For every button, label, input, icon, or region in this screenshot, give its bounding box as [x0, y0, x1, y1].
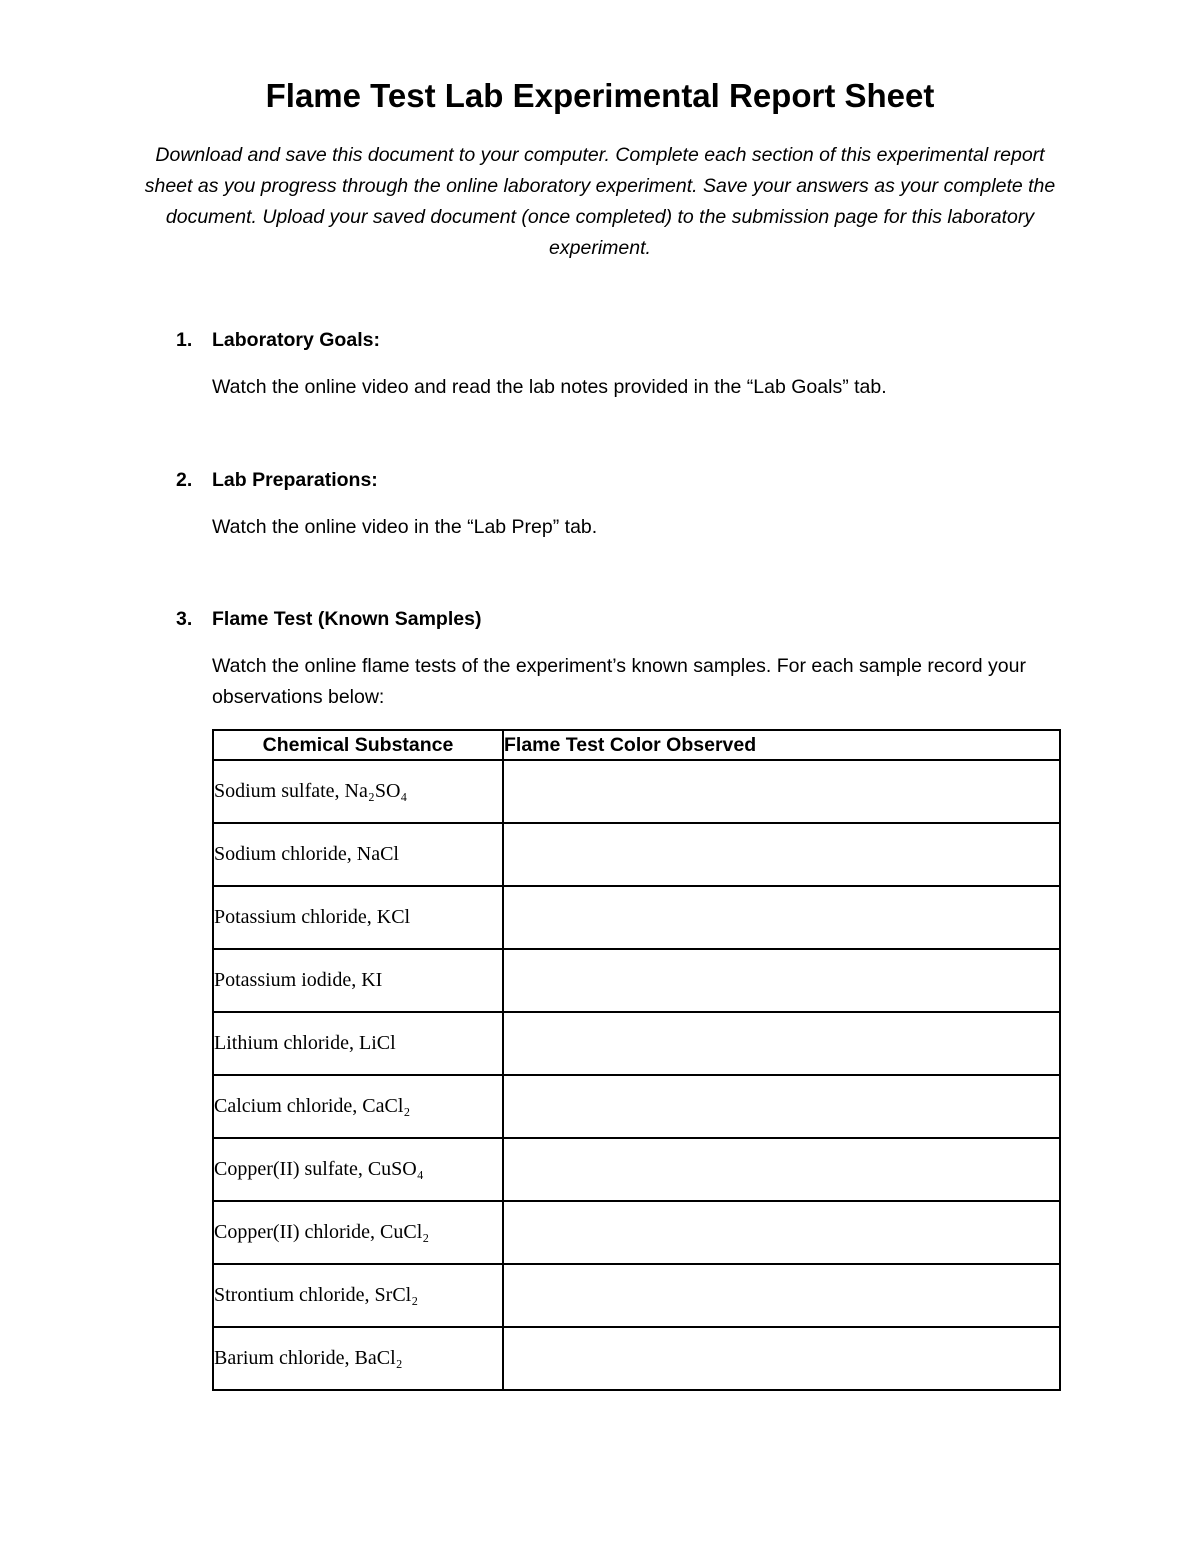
table-row: [213, 886, 1060, 949]
flame-color-cell[interactable]: [503, 1201, 1060, 1264]
section-body-text: Watch the online video and read the lab notes provided in the “Lab Goals” tab.: [212, 376, 887, 398]
flame-color-cell[interactable]: [503, 1264, 1060, 1327]
table-row: [213, 760, 1060, 823]
section-title: Flame Test (Known Samples): [212, 608, 482, 630]
substance-cell: Lithium chloride, LiCl: [213, 1012, 503, 1075]
table-row: [213, 1327, 1060, 1390]
section-number: 2.: [176, 469, 193, 491]
column-header-flame-color: Flame Test Color Observed: [503, 730, 1060, 760]
flame-color-cell[interactable]: [503, 1012, 1060, 1075]
substance-cell: Strontium chloride, SrCl₂: [213, 1264, 503, 1327]
table-row: [213, 949, 1060, 1012]
section-body-text: Watch the online flame tests of the experiment’s known samples. For each sample record your observations below:: [212, 655, 1026, 708]
section-laboratory-goals: [176, 326, 1076, 403]
table-header-row: [213, 730, 1060, 760]
flame-color-cell[interactable]: [503, 1138, 1060, 1201]
section-title: Laboratory Goals:: [212, 329, 380, 351]
flame-color-cell[interactable]: [503, 886, 1060, 949]
substance-cell: Potassium iodide, KI: [213, 949, 503, 1012]
substance-cell: Sodium chloride, NaCl: [213, 823, 503, 886]
flame-color-cell[interactable]: [503, 1327, 1060, 1390]
column-header-chemical-substance: Chemical Substance: [213, 730, 503, 760]
substance-cell: Potassium chloride, KCl: [213, 886, 503, 949]
section-lab-preparations: [176, 466, 1076, 543]
section-number: 3.: [176, 608, 193, 630]
substance-cell: Calcium chloride, CaCl₂: [213, 1075, 503, 1138]
substance-cell: Barium chloride, BaCl₂: [213, 1327, 503, 1390]
table-row: [213, 1012, 1060, 1075]
section-heading: [176, 466, 1076, 494]
section-number: 1.: [176, 329, 193, 351]
table-row: [213, 1075, 1060, 1138]
table-row: [213, 823, 1060, 886]
substance-cell: Copper(II) chloride, CuCl₂: [213, 1201, 503, 1264]
section-heading: [176, 326, 1076, 354]
substance-cell: Sodium sulfate, Na₂SO₄: [213, 760, 503, 823]
table-row: [213, 1264, 1060, 1327]
table-row: [213, 1201, 1060, 1264]
section-flame-test-known-samples: [176, 605, 1076, 713]
section-heading: [176, 605, 1076, 633]
page-title: Flame Test Lab Experimental Report Sheet: [265, 77, 935, 114]
table-row: [213, 1138, 1060, 1201]
flame-color-cell[interactable]: [503, 823, 1060, 886]
section-body-text: Watch the online video in the “Lab Prep” tab.: [212, 516, 598, 538]
flame-color-cell[interactable]: [503, 949, 1060, 1012]
instructions-paragraph: Download and save this document to your computer. Complete each section of this experimental report sheet as you progress through the online laboratory experiment. Save your answers as your complete the document. Upload your saved document (once completed) to the submission page for this laboratory experiment.: [144, 144, 1056, 259]
flame-color-cell[interactable]: [503, 760, 1060, 823]
observations-table: [212, 729, 1061, 1391]
flame-color-cell[interactable]: [503, 1075, 1060, 1138]
section-title: Lab Preparations:: [212, 469, 378, 491]
substance-cell: Copper(II) sulfate, CuSO₄: [213, 1138, 503, 1201]
